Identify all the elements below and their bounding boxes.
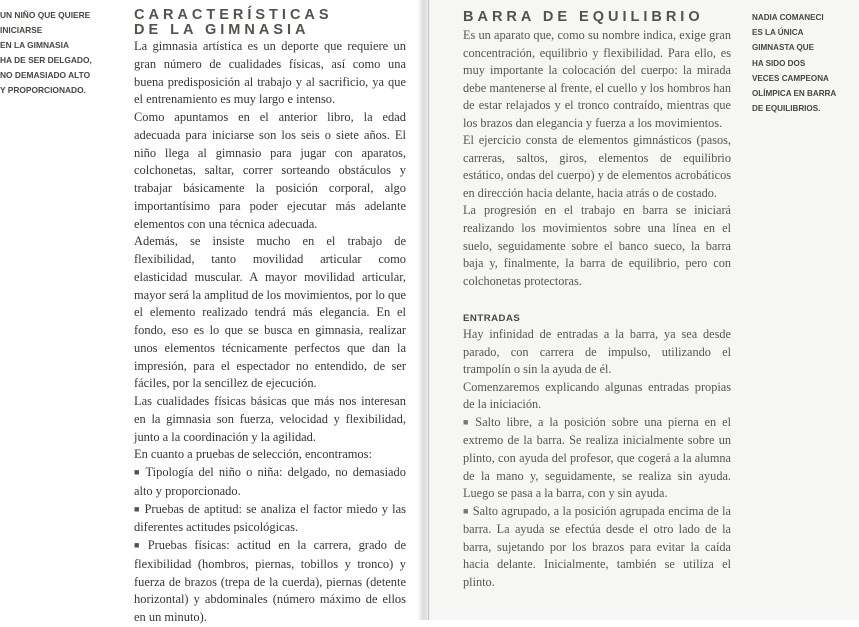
paragraph: La progresión en el trabajo en barra se iniciará realizando los movimientos sobre una línea en el suelo, seguidamente sobre el banco sueco, la barra baja y, finalmente, la barra de equilibrio, pero con colchonetas protectoras. <box>463 203 731 288</box>
right-body-text <box>463 27 731 290</box>
left-caption-line: Y PROPORCIONADO. <box>0 85 86 96</box>
paragraph: Las cualidades físicas básicas que más nos interesan en la gimnasia son fuerza, velocidad y flexibilidad, junto a la coordinación y la agilidad. <box>134 394 406 444</box>
heading-line-2: DE LA GIMNASIA <box>134 22 310 38</box>
paragraph: La gimnasia artística es un deporte que requiere un gran número de cualidades físicas, así como una buena predisposición al trabajo y al sacrificio, ya que el entrenamiento es muy largo e intenso. <box>134 39 406 107</box>
left-caption-line: NO DEMASIADO ALTO <box>0 70 91 81</box>
right-caption-line: HA SIDO DOS <box>752 58 806 68</box>
bullet-item: ■ Pruebas de aptitud: se analiza el factor miedo y las diferentes actitudes psicológicas. <box>134 501 406 538</box>
paragraph: El ejercicio consta de elementos gimnásticos (pasos, carreras, saltos, giros, elementos de equilibrio estático, ondas del cuerpo) y de elementos acrobáticos en dirección hacia delante, hacia atrás o de costado. <box>463 133 731 200</box>
right-body-text-2 <box>463 326 731 591</box>
bullet-item: ■ Pruebas físicas: actitud en la carrera, grado de flexibilidad (hombros, piernas, tobillos y tronco) y fuerza de brazos (trepa de la cuerda), piernas (detente horizontal) y abdominales (número máximo de ellos en un minuto). <box>134 537 406 627</box>
left-margin-caption <box>0 8 118 99</box>
right-caption-line: VECES CAMPEONA <box>752 73 829 83</box>
bullet-item: ■ Tipología del niño o niña: delgado, no demasiado alto y proporcionado. <box>134 464 406 501</box>
paragraph: Hay infinidad de entradas a la barra, ya sea desde parado, con carrera de impulso, utilizando el trampolín o sin la ayuda de él. <box>463 327 731 377</box>
right-caption-line: GIMNASTA QUE <box>752 43 815 53</box>
paragraph: Como apuntamos en el anterior libro, la edad adecuada para iniciarse son los seis o siete años. El niño llega al gimnasio para jugar con aparatos, colchonetas, saltar, correr sorteando obstáculos y trabajar básicamente la posición corporal, algo importantísimo para poder ejecutar más adelante elementos con una técnica adecuada. <box>134 110 406 231</box>
bullet-item: ■ Salto agrupado, a la posición agrupada encima de la barra. La ayuda se efectúa desde el otro lado de la barra, sujetando por los brazos para evitar la caída hacia delante. Inicialmente, también se utiliza el plinto. <box>463 503 731 592</box>
left-body-text <box>134 38 406 627</box>
heading-line-1: CARACTERÍSTICAS <box>134 7 333 23</box>
paragraph: Es un aparato que, como su nombre indica, exige gran concentración, equilibrio y flexibilidad. Para ello, es muy importante la colocación del cuerpo: la mirada debe mantenerse al frente, el cuello y los hombros han de estar relajados y el tronco contraído, mientras que los brazos dan elegancia y fuerza a los movimientos. <box>463 28 731 130</box>
subsection-heading-entries: ENTRADAS <box>463 313 521 325</box>
left-caption-line: UN NIÑO QUE QUIERE <box>0 10 91 20</box>
left-column <box>134 8 406 627</box>
paragraph: Comenzaremos explicando algunas entradas propias de la iniciación. <box>463 379 731 412</box>
left-caption-line: HA DE SER DELGADO, <box>0 55 92 66</box>
paragraph: En cuanto a pruebas de selección, encontramos: <box>134 447 372 462</box>
right-margin-caption <box>752 10 859 116</box>
right-caption-line: ES LA ÚNICA <box>752 28 804 38</box>
bullet-item: ■ Salto libre, a la posición sobre una pierna en el extremo de la barra. Se realiza inicialmente sobre un plinto, con ayuda del profesor, que cogerá a la alumna de la mano y, seguidamente, se realiza sin ayuda. Luego se pasa a la barra, con y sin ayuda. <box>463 414 731 503</box>
paragraph: Además, se insiste mucho en el trabajo de flexibilidad, tanto movilidad articular como elasticidad muscular. A mayor movilidad articular, mayor será la amplitud de los movimientos, por lo que el elemento realizado tendrá más elegancia. En el fondo, eso es lo que se busca en gimnasia, realizar unos elementos técnicamente perfectos que dan la impresión, para el espectador no entendido, de ser fáciles, por la sencillez de ejecución. <box>134 234 406 391</box>
right-column <box>463 10 731 591</box>
right-caption-line: OLÍMPICA EN BARRA <box>752 89 837 99</box>
right-caption-line: NADIA COMANECI <box>752 13 824 22</box>
section-heading-balance-beam: BARRA DE EQUILIBRIO <box>463 9 704 25</box>
left-caption-line: INICIARSE <box>0 25 43 36</box>
left-caption-line: EN LA GIMNASIA <box>0 40 70 51</box>
section-heading <box>134 8 406 38</box>
gutter-fold-line <box>428 0 429 620</box>
right-caption-line: DE EQUILIBRIOS. <box>752 104 821 114</box>
